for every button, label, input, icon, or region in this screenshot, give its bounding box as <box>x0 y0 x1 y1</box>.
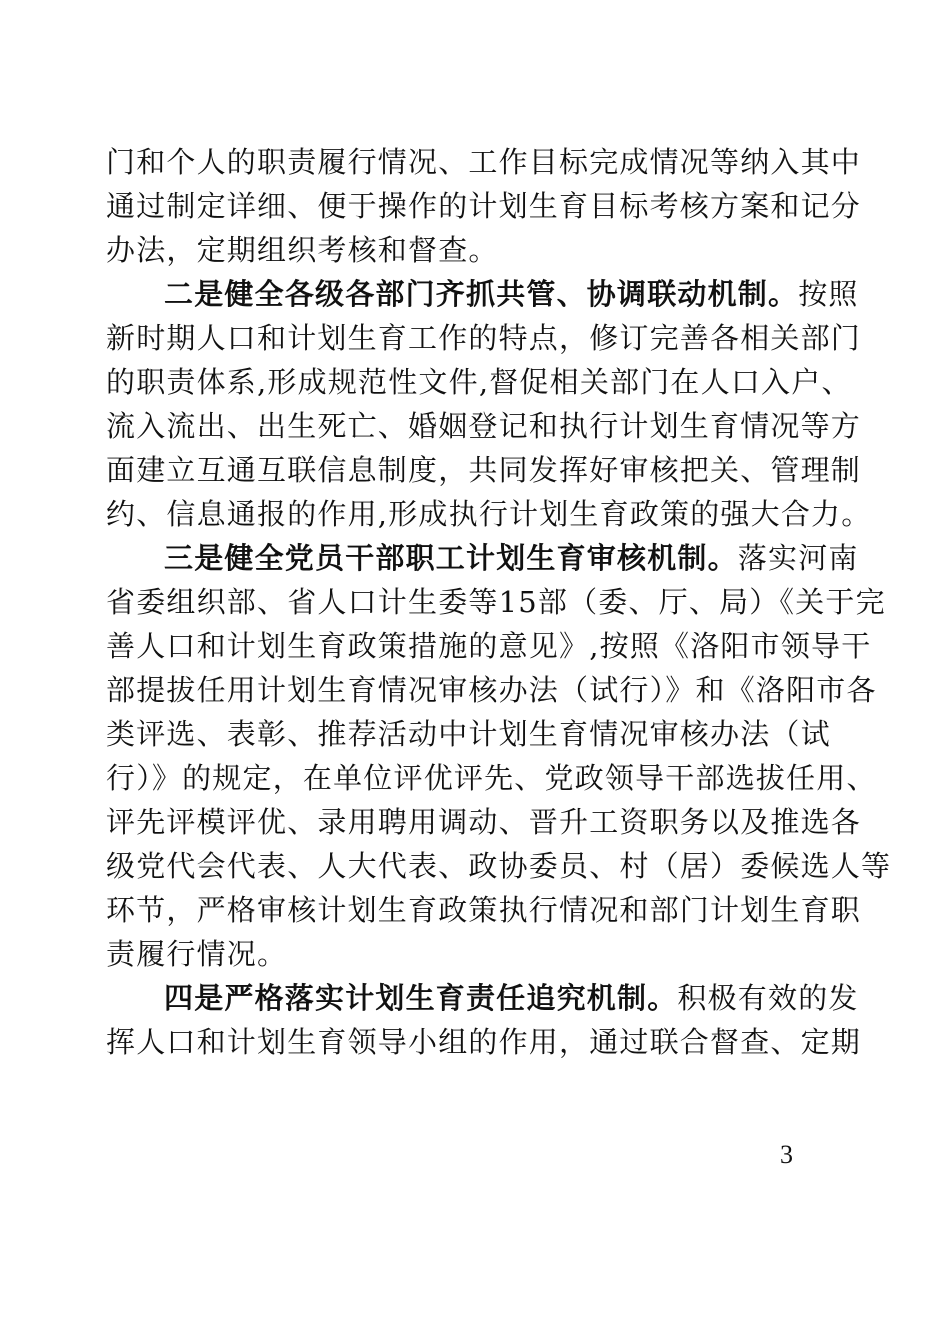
text-line: 评先评模评优、录用聘用调动、晋升工资职务以及推选各 <box>106 805 862 839</box>
text-line: 约、信息通报的作用,形成执行计划生育政策的强大合力。 <box>106 497 872 531</box>
paragraph-2 <box>106 272 872 536</box>
paragraph-4 <box>106 976 862 1064</box>
bold-heading: 四是严格落实计划生育责任追究机制。 <box>164 981 678 1015</box>
text-line: 部提拔任用计划生育情况审核办法（试行）》和《洛阳市各 <box>106 673 877 707</box>
heading-rest: 落实河南 <box>737 541 859 575</box>
heading-line <box>106 976 859 1020</box>
text-line: 流入流出、出生死亡、婚姻登记和执行计划生育情况等方 <box>106 409 862 443</box>
heading-line <box>106 536 859 580</box>
bold-heading: 三是健全党员干部职工计划生育审核机制。 <box>164 541 738 575</box>
bold-heading: 二是健全各级各部门齐抓共管、协调联动机制。 <box>164 277 799 311</box>
text-line: 挥人口和计划生育领导小组的作用，通过联合督查、定期 <box>106 1025 862 1059</box>
paragraph-3 <box>106 536 892 976</box>
page-number: 3 <box>780 1140 793 1169</box>
text-line: 新时期人口和计划生育工作的特点，修订完善各相关部门 <box>106 321 862 355</box>
text-line: 行）》的规定，在单位评优评先、党政领导干部选拔任用、 <box>106 761 877 795</box>
text-line: 善人口和计划生育政策措施的意见》,按照《洛阳市领导干 <box>106 629 872 663</box>
heading-rest: 积极有效的发 <box>677 981 859 1015</box>
text-line: 责履行情况。 <box>106 937 288 971</box>
document-body <box>106 140 892 1064</box>
text-line: 门和个人的职责履行情况、工作目标完成情况等纳入其中 <box>106 145 862 179</box>
heading-line <box>106 272 859 316</box>
heading-rest: 按照 <box>798 277 859 311</box>
text-line: 环节，严格审核计划生育政策执行情况和部门计划生育职 <box>106 893 862 927</box>
text-line: 级党代会代表、人大代表、政协委员、村（居）委候选人等 <box>106 849 892 883</box>
paragraph-1 <box>106 140 862 272</box>
text-line: 类评选、表彰、推荐活动中计划生育情况审核办法（试 <box>106 717 831 751</box>
text-line: 省委组织部、省人口计生委等15部（委、厅、局）《关于完 <box>106 585 886 619</box>
text-line: 通过制定详细、便于操作的计划生育目标考核方案和记分 <box>106 189 862 223</box>
text-line: 办法，定期组织考核和督查。 <box>106 233 499 267</box>
text-line: 的职责体系,形成规范性文件,督促相关部门在人口入户、 <box>106 365 852 399</box>
text-line: 面建立互通互联信息制度，共同发挥好审核把关、管理制 <box>106 453 862 487</box>
